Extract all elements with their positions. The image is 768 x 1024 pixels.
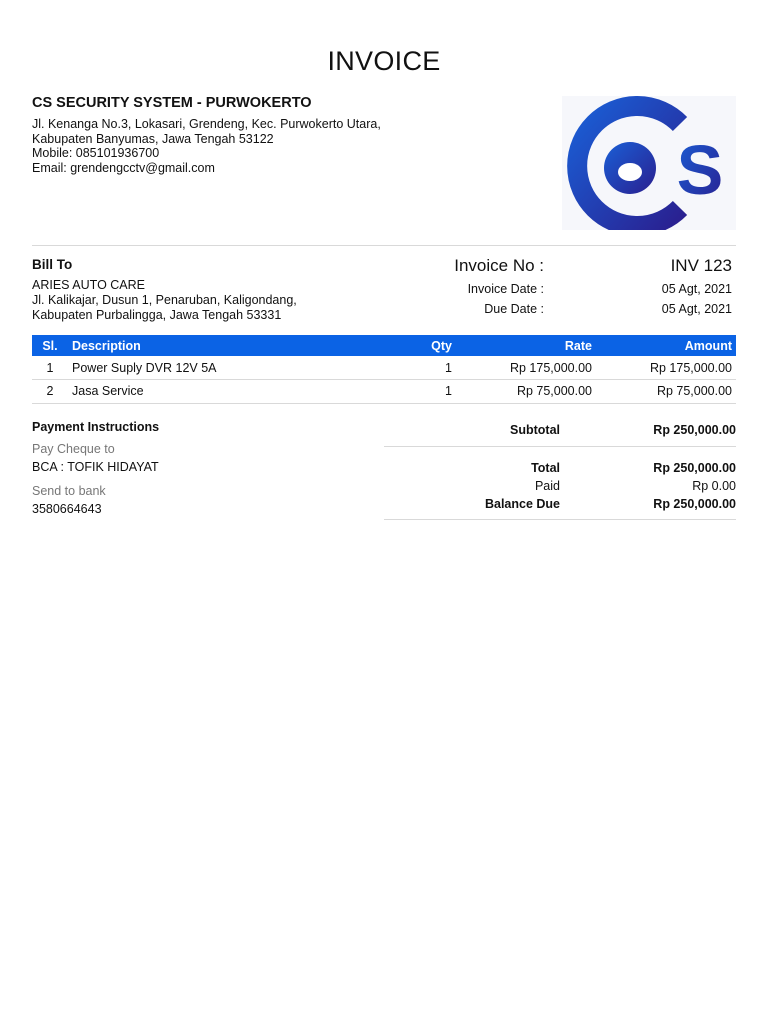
- due-date: 05 Agt, 2021: [661, 302, 732, 316]
- invoice-number-label: Invoice No :: [454, 256, 544, 275]
- subtotal-divider: [384, 446, 736, 447]
- row-qty: 1: [386, 380, 456, 404]
- row-qty: 1: [386, 356, 456, 380]
- due-date-label: Due Date :: [484, 302, 544, 316]
- bill-to: [32, 257, 372, 323]
- send-to-bank-label: Send to bank: [32, 484, 106, 498]
- table-header-row: [32, 335, 736, 356]
- column-header-qty: Qty: [386, 335, 456, 356]
- total-row: [384, 459, 736, 477]
- company-mobile: Mobile: 085101936700: [32, 146, 160, 161]
- logo-letter: S: [676, 131, 724, 209]
- bill-to-address-line2: Kabupaten Purbalingga, Jawa Tengah 53331: [32, 308, 282, 322]
- document-title: INVOICE: [327, 46, 441, 76]
- row-description: Power Suply DVR 12V 5A: [68, 356, 386, 380]
- column-header-rate: Rate: [456, 335, 596, 356]
- invoice-date: 05 Agt, 2021: [661, 282, 732, 296]
- invoice-date-label: Invoice Date :: [467, 282, 544, 296]
- payment-heading: Payment Instructions: [32, 420, 160, 434]
- total-label: Total: [531, 461, 560, 475]
- row-rate: Rp 75,000.00: [456, 380, 596, 404]
- subtotal-row: [384, 420, 736, 440]
- company-email: Email: grendengcctv@gmail.com: [32, 160, 215, 175]
- invoice-meta: [400, 256, 736, 322]
- total-value: Rp 250,000.00: [653, 461, 736, 475]
- table-row: [32, 380, 736, 404]
- balance-due-value: Rp 250,000.00: [653, 497, 736, 511]
- subtotal-value: Rp 250,000.00: [653, 423, 736, 437]
- company-info: [32, 95, 452, 175]
- totals-summary: [384, 420, 736, 520]
- paid-value: Rp 0.00: [692, 479, 736, 493]
- company-address-line2: Kabupaten Banyumas, Jawa Tengah 53122: [32, 131, 274, 146]
- paid-label: Paid: [534, 479, 560, 493]
- balance-due-row: [384, 495, 736, 513]
- invoice-number-row: [400, 256, 736, 282]
- row-amount: Rp 75,000.00: [596, 380, 736, 404]
- payment-instructions: [32, 420, 352, 526]
- bank-account-number: 3580664643: [32, 502, 102, 516]
- bill-to-name: ARIES AUTO CARE: [32, 278, 145, 292]
- invoice-date-row: [400, 282, 736, 302]
- paid-row: [384, 477, 736, 495]
- balance-due-label: Balance Due: [484, 497, 560, 511]
- invoice-number: INV 123: [670, 256, 732, 275]
- table-row: [32, 356, 736, 380]
- row-rate: Rp 175,000.00: [456, 356, 596, 380]
- bill-to-address-line1: Jl. Kalikajar, Dusun 1, Penaruban, Kaligondang,: [32, 293, 297, 307]
- pay-cheque-label: Pay Cheque to: [32, 442, 115, 456]
- company-name: CS SECURITY SYSTEM - PURWOKERTO: [32, 95, 312, 111]
- company-logo: [562, 96, 736, 230]
- row-sl: 1: [32, 356, 68, 380]
- line-items-table: [32, 335, 736, 404]
- row-amount: Rp 175,000.00: [596, 356, 736, 380]
- company-address-line1: Jl. Kenanga No.3, Lokasari, Grendeng, Kec. Purwokerto Utara,: [32, 117, 381, 131]
- header-divider: [32, 245, 736, 246]
- cs-logo-icon: [562, 96, 736, 230]
- row-sl: 2: [32, 380, 68, 404]
- totals-bottom-divider: [384, 519, 736, 520]
- subtotal-label: Subtotal: [510, 423, 560, 437]
- column-header-sl: Sl.: [32, 335, 68, 356]
- pay-cheque-value: BCA : TOFIK HIDAYAT: [32, 460, 159, 474]
- column-header-description: Description: [68, 335, 386, 356]
- row-description: Jasa Service: [68, 380, 386, 404]
- due-date-row: [400, 302, 736, 322]
- column-header-amount: Amount: [596, 335, 736, 356]
- bill-to-heading: Bill To: [32, 257, 73, 272]
